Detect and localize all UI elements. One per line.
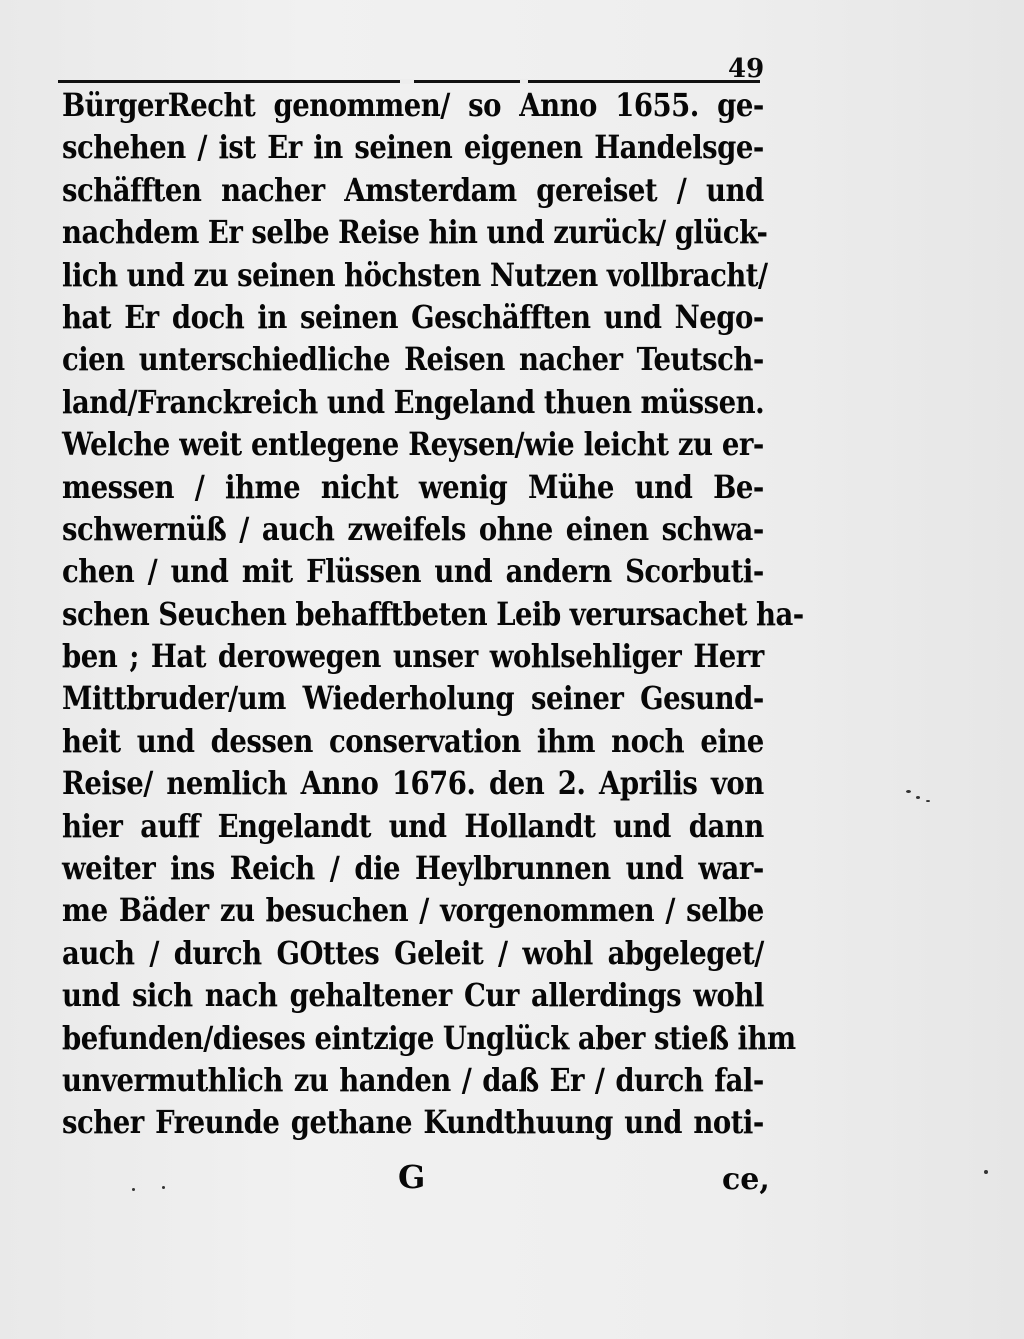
text-line: scher Freunde gethane Kundthuung und noti- bbox=[62, 1103, 764, 1142]
text-line: heit und dessen conservation ihm noch eine bbox=[62, 721, 764, 760]
text-line: schwernüß / auch zweifels ohne einen schwa- bbox=[62, 509, 764, 548]
text-line: Reise/ nemlich Anno 1676. den 2. Aprilis von bbox=[62, 764, 764, 803]
text-line: Welche weit entlegene Reysen/wie leicht zu er- bbox=[62, 425, 764, 464]
ink-speck bbox=[906, 790, 911, 793]
text-line: schehen / ist Er in seinen eigenen Handelsge- bbox=[62, 128, 764, 167]
signature-mark: G bbox=[398, 1158, 426, 1196]
text-line: cien unterschiedliche Reisen nacher Teutsch- bbox=[62, 340, 764, 379]
text-line: BürgerRecht genommen/ so Anno 1655. ge- bbox=[62, 86, 764, 124]
text-line: weiter ins Reich / die Heylbrunnen und war- bbox=[62, 849, 764, 888]
text-line: und sich nach gehaltener Cur allerdings wohl bbox=[62, 976, 764, 1015]
text-line: schäfften nacher Amsterdam gereiset / und bbox=[62, 170, 764, 209]
text-line: messen / ihme nicht wenig Mühe und Be- bbox=[62, 467, 764, 506]
ink-speck bbox=[162, 1186, 165, 1189]
text-line: hat Er doch in seinen Geschäfften und Nego- bbox=[62, 297, 764, 336]
text-line: auch / durch GOttes Geleit / wohl abgeleget/ bbox=[62, 933, 764, 972]
text-line: befunden/dieses eintzige Unglück aber stieß ihm bbox=[62, 1018, 796, 1057]
text-line: me Bäder zu besuchen / vorgenommen / selbe bbox=[62, 891, 764, 930]
ink-speck bbox=[916, 796, 920, 799]
text-line: schen Seuchen behafftbeten Leib verursachet ha- bbox=[62, 594, 804, 633]
text-line: lich und zu seinen höchsten Nutzen vollbracht/ bbox=[62, 255, 768, 294]
catchword: ce, bbox=[722, 1162, 770, 1197]
ink-speck bbox=[132, 1188, 135, 1191]
text-line: Mittbruder/um Wiederholung seiner Gesund- bbox=[62, 679, 764, 718]
text-line: ben ; Hat derowegen unser wohlsehliger Herr bbox=[62, 637, 764, 676]
text-line: nachdem Er selbe Reise hin und zurück/ glück- bbox=[62, 213, 768, 252]
text-line: land/Franckreich und Engeland thuen müssen. bbox=[62, 382, 765, 421]
ink-speck bbox=[984, 1170, 988, 1174]
page-number: 49 bbox=[728, 54, 765, 84]
text-line: chen / und mit Flüssen und andern Scorbuti- bbox=[62, 552, 764, 591]
body-text bbox=[62, 84, 804, 1144]
text-line: hier auff Engelandt und Hollandt und dann bbox=[62, 806, 764, 845]
ink-speck bbox=[926, 800, 930, 802]
text-line: unvermuthlich zu handen / daß Er / durch fal- bbox=[62, 1060, 764, 1099]
